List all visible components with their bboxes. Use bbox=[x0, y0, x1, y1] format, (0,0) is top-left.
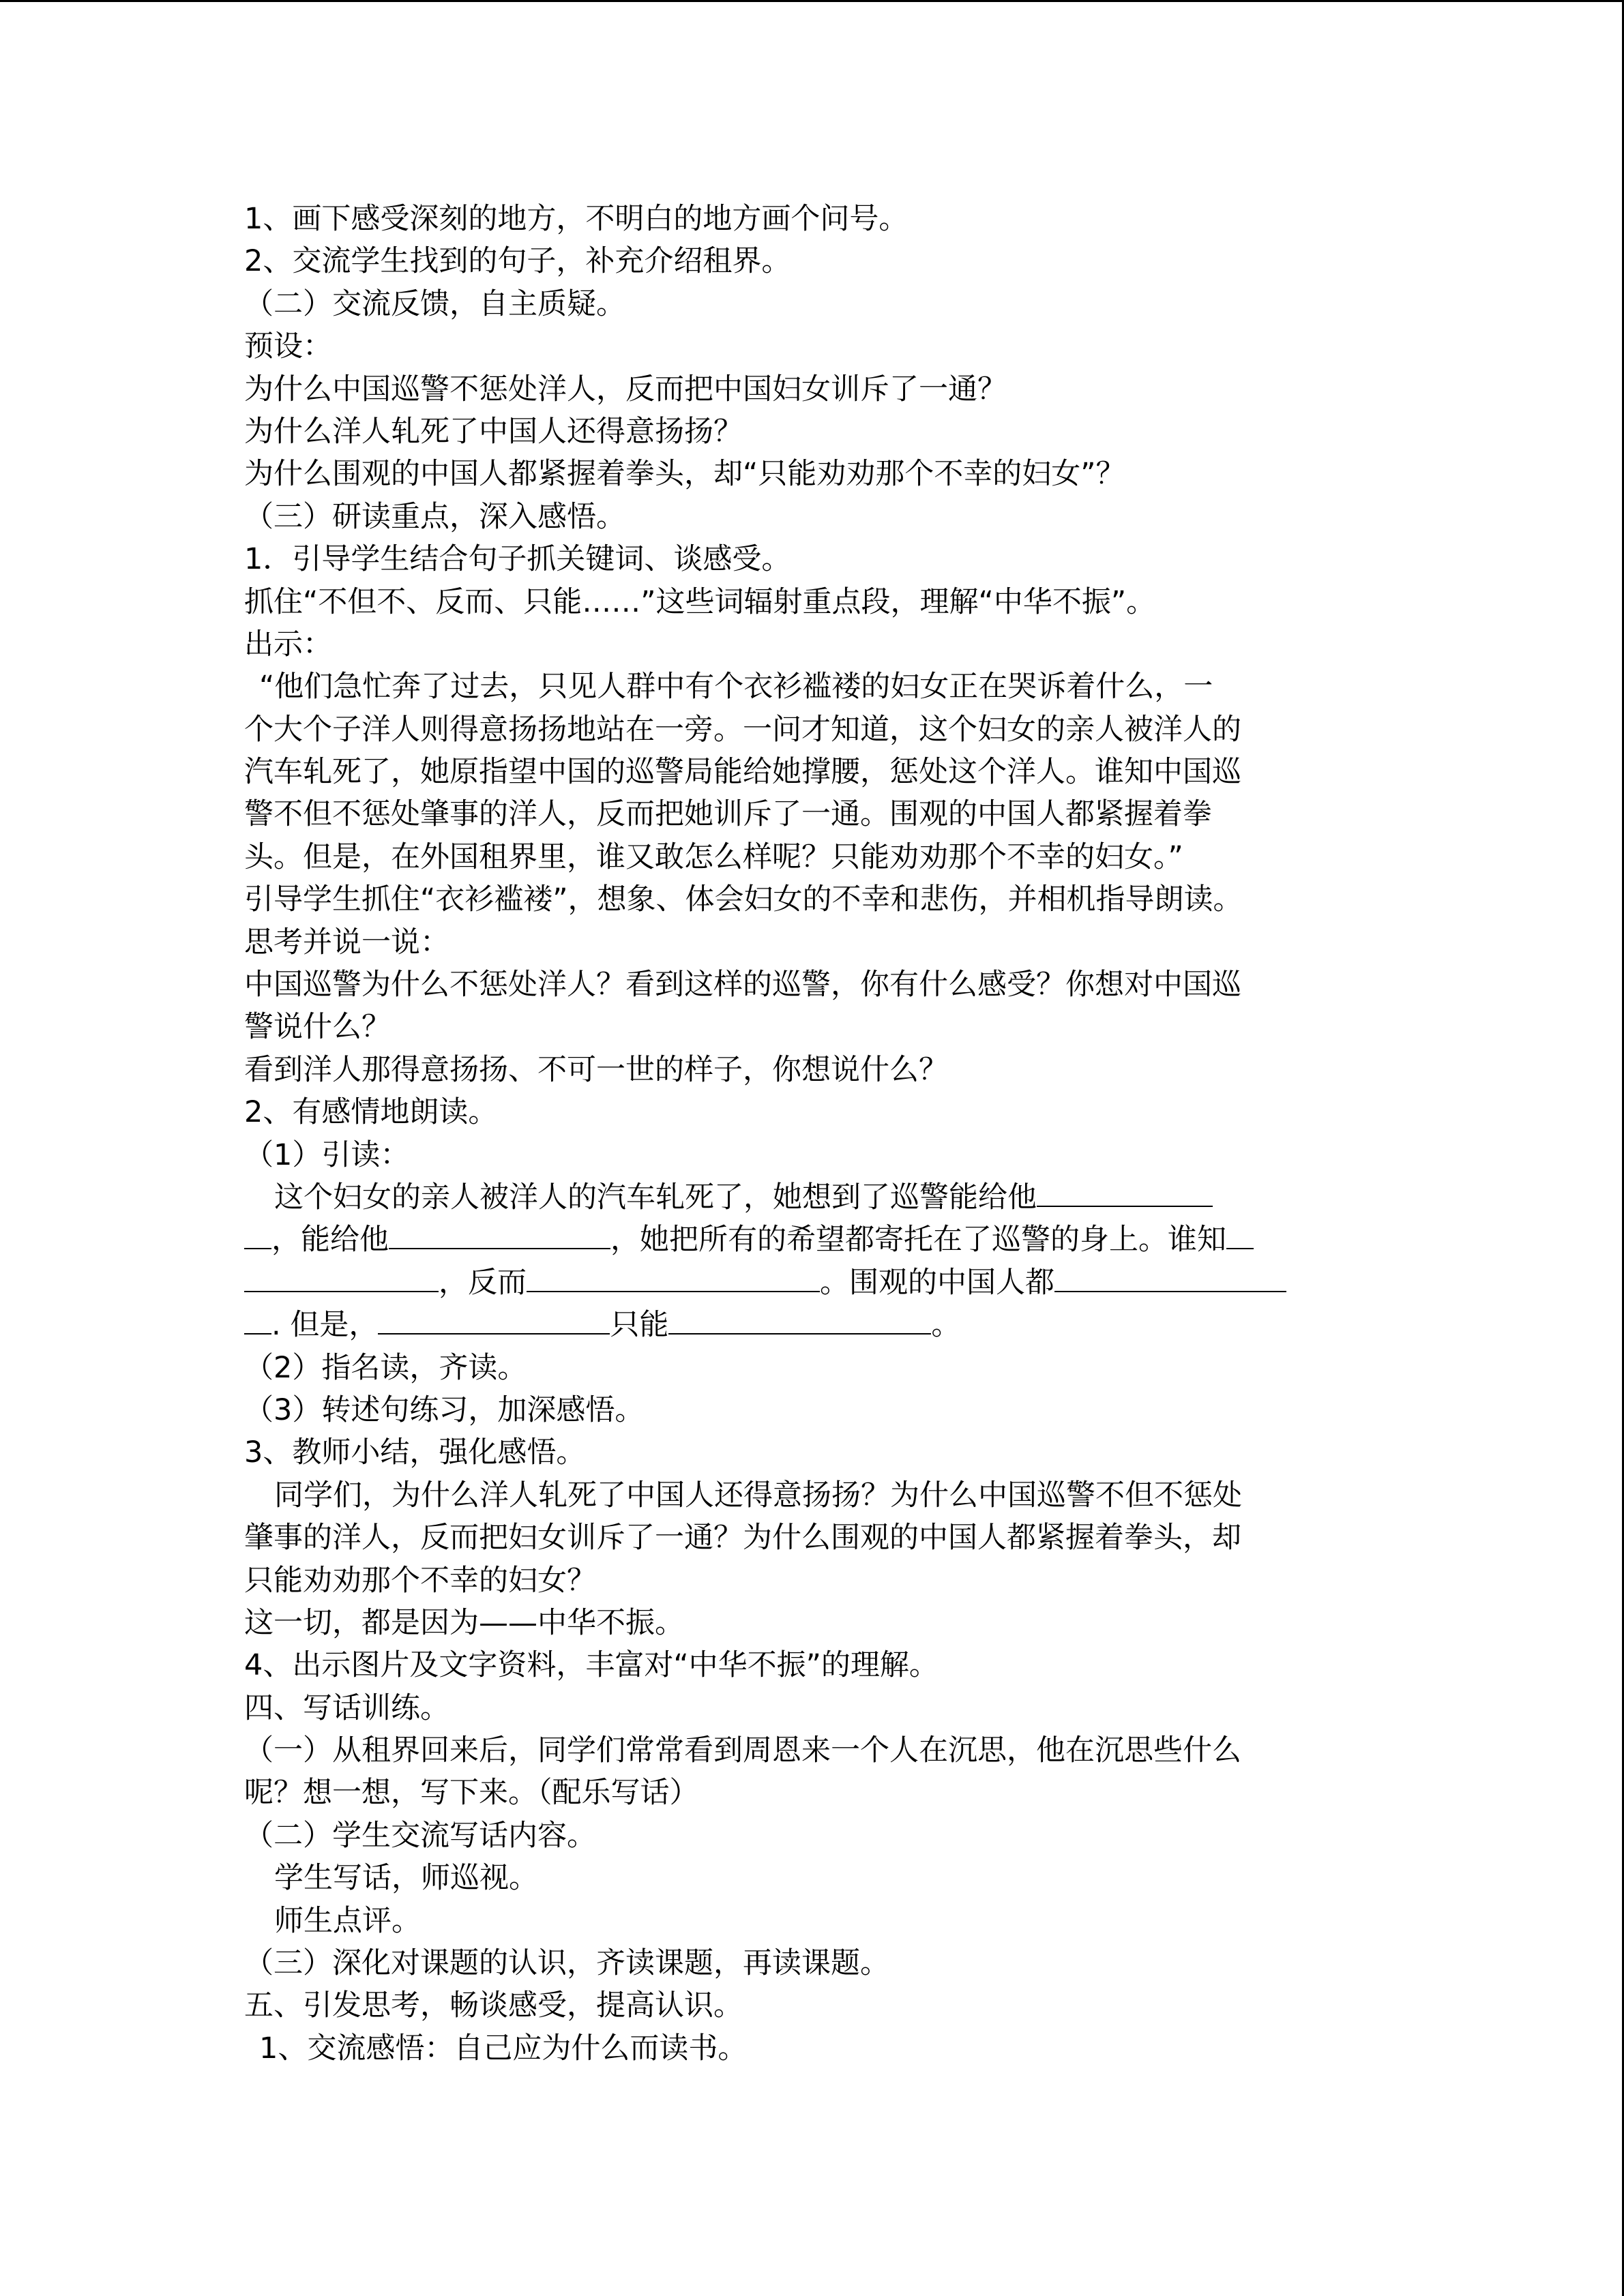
text-segment: 只能 bbox=[610, 1308, 669, 1343]
text-line: 为什么洋人轧死了中国人还得意扬扬？ bbox=[244, 414, 743, 449]
text-line: （三）深化对课题的认识，齐读课题，再读课题。 bbox=[244, 1946, 889, 1981]
fill-blank-line bbox=[244, 1304, 1376, 1346]
text-segment: ，能给他 bbox=[271, 1223, 389, 1257]
quote-line: 汽车轧死了，她原指望中国的巡警局能给她撑腰，惩处这个洋人。谁知中国巡 bbox=[244, 755, 1241, 790]
text-line: 1、画下感受深刻的地方，不明白的地方画个问号。 bbox=[244, 202, 909, 236]
quote-line: 头。但是，在外国租界里，谁又敢怎么样呢？只能劝劝那个不幸的妇女。” bbox=[244, 839, 1183, 874]
fill-blank-line bbox=[244, 1262, 1376, 1304]
text-segment: 这个妇女的亲人被洋人的汽车轧死了，她想到了巡警能给他 bbox=[274, 1180, 1037, 1214]
text-line: （二）学生交流写话内容。 bbox=[244, 1818, 596, 1853]
quote-line: 警不但不惩处肇事的洋人，反而把她训斥了一通。围观的中国人都紧握着拳 bbox=[244, 797, 1212, 832]
text-segment: . 但是， bbox=[271, 1308, 379, 1343]
blank-underline bbox=[527, 1264, 820, 1292]
text-line: 思考并说一说： bbox=[244, 925, 449, 959]
text-line: 1．引导学生结合句子抓关键词、谈感受。 bbox=[244, 542, 791, 577]
text-line: 3、教师小结，强化感悟。 bbox=[244, 1435, 586, 1470]
text-line: 警说什么？ bbox=[244, 1010, 391, 1045]
document-body bbox=[244, 198, 1376, 2070]
quote-line: “他们急忙奔了过去，只见人群中有个衣衫褴褛的妇女正在哭诉着什么，一 bbox=[259, 670, 1213, 704]
fill-blank-line bbox=[244, 1219, 1376, 1261]
blank-underline bbox=[378, 1306, 610, 1335]
text-line: （二）交流反馈，自主质疑。 bbox=[244, 286, 625, 321]
fill-blank-line bbox=[244, 1176, 1376, 1219]
text-line: （三）研读重点，深入感悟。 bbox=[244, 499, 625, 534]
text-segment: 。围观的中国人都 bbox=[820, 1265, 1054, 1300]
text-segment: 。 bbox=[931, 1308, 961, 1343]
blank-underline bbox=[1054, 1264, 1286, 1292]
text-line: 这一切，都是因为——中华不振。 bbox=[244, 1605, 684, 1640]
text-line: 看到洋人那得意扬扬、不可一世的样子，你想说什么？ bbox=[244, 1052, 948, 1087]
text-line: 为什么围观的中国人都紧握着拳头，却“只能劝劝那个不幸的妇女”？ bbox=[244, 457, 1125, 492]
text-line: 学生写话，师巡视。 bbox=[274, 1861, 538, 1896]
blank-underline bbox=[389, 1221, 610, 1249]
text-line: 肇事的洋人，反而把妇女训斥了一通？为什么围观的中国人都紧握着拳头，却 bbox=[244, 1521, 1241, 1555]
text-line: 2、交流学生找到的句子，补充介绍租界。 bbox=[244, 244, 791, 279]
text-line: 4、出示图片及文字资料，丰富对“中华不振”的理解。 bbox=[244, 1648, 939, 1683]
text-line: （2）指名读，齐读。 bbox=[244, 1350, 527, 1385]
text-line: 中国巡警为什么不惩处洋人？看到这样的巡警，你有什么感受？你想对中国巡 bbox=[244, 968, 1241, 1002]
text-line: 出示： bbox=[244, 627, 332, 661]
text-line: （1）引读： bbox=[244, 1137, 410, 1172]
text-line: 1、交流感悟：自己应为什么而读书。 bbox=[259, 2031, 748, 2066]
text-segment: ，她把所有的希望都寄托在了巡警的身上。谁知 bbox=[610, 1223, 1226, 1257]
text-line: 引导学生抓住“衣衫褴褛”，想象、体会妇女的不幸和悲伤，并相机指导朗读。 bbox=[244, 882, 1243, 917]
text-line: （一）从租界回来后，同学们常常看到周恩来一个人在沉思，他在沉思些什么 bbox=[244, 1733, 1241, 1768]
text-line: 呢？想一想，写下来。（配乐写话） bbox=[244, 1776, 699, 1810]
text-line: 同学们，为什么洋人轧死了中国人还得意扬扬？为什么中国巡警不但不惩处 bbox=[274, 1478, 1242, 1512]
text-line: 五、引发思考，畅谈感受，提高认识。 bbox=[244, 1988, 743, 2023]
blank-underline bbox=[244, 1264, 439, 1292]
text-line: （3）转述句练习，加深感悟。 bbox=[244, 1392, 645, 1427]
blank-underline bbox=[1037, 1178, 1213, 1207]
blank-underline bbox=[1226, 1221, 1254, 1249]
blank-underline bbox=[244, 1306, 271, 1335]
text-line: 只能劝劝那个不幸的妇女？ bbox=[244, 1563, 596, 1598]
quote-line: 个大个子洋人则得意扬扬地站在一旁。一问才知道，这个妇女的亲人被洋人的 bbox=[244, 712, 1241, 747]
blank-underline bbox=[668, 1306, 931, 1335]
text-line: 预设： bbox=[244, 329, 332, 364]
text-segment: ，反而 bbox=[439, 1265, 527, 1300]
text-line: 师生点评。 bbox=[274, 1903, 421, 1938]
text-line: 2、有感情地朗读。 bbox=[244, 1095, 498, 1130]
text-line: 抓住“不但不、反而、只能……”这些词辐射重点段，理解“中华不振”。 bbox=[244, 584, 1156, 619]
text-line: 为什么中国巡警不惩处洋人，反而把中国妇女训斥了一通？ bbox=[244, 372, 1007, 406]
text-line: 四、写话训练。 bbox=[244, 1690, 449, 1725]
blank-underline bbox=[244, 1221, 271, 1249]
